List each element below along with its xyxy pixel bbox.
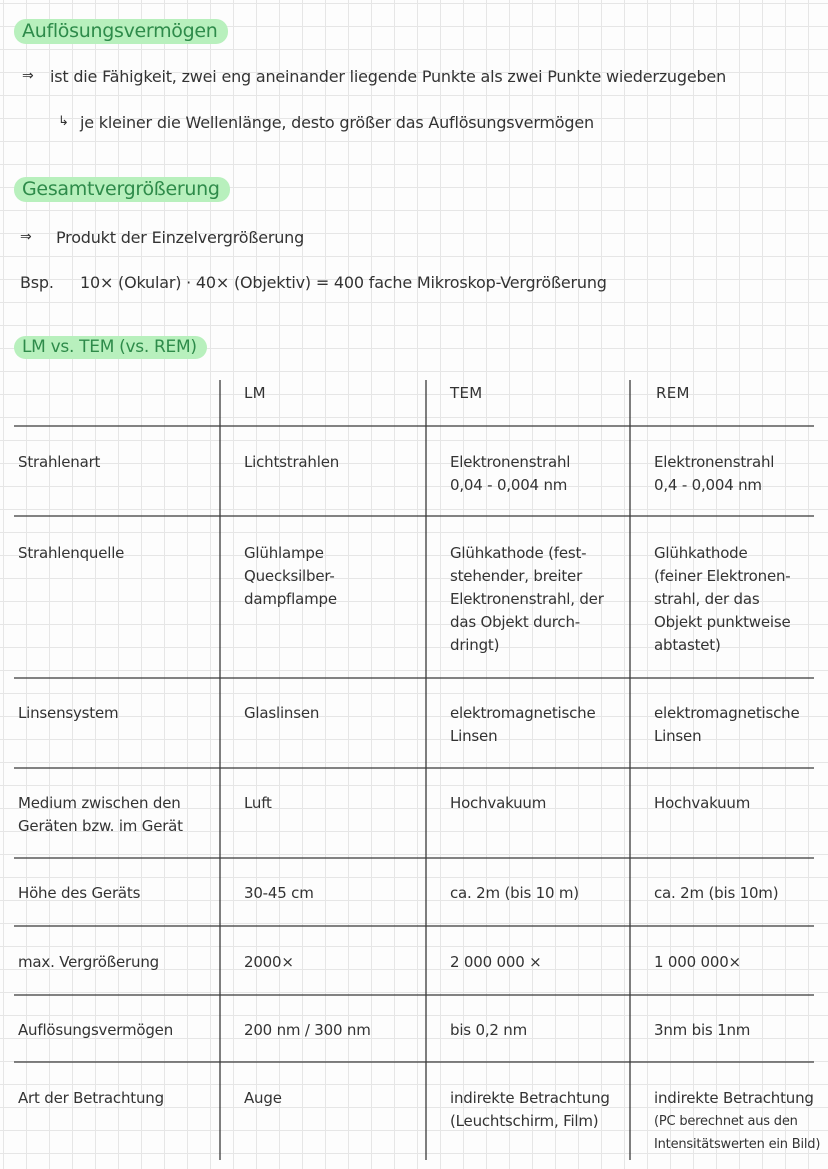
cell-tem: stehender, breiter: [450, 567, 583, 585]
cell-rem: 0,4 - 0,004 nm: [654, 476, 762, 494]
cell-tem: (Leuchtschirm, Film): [450, 1112, 599, 1130]
cell-rem: 3nm bis 1nm: [654, 1021, 751, 1039]
resolution-definition: ist die Fähigkeit, zwei eng aneinander liegende Punkte als zwei Punkte wiederzugeben: [50, 67, 727, 86]
cell-rem: 1 000 000×: [654, 953, 741, 971]
cell-tem: ca. 2m (bis 10 m): [450, 884, 579, 902]
header-tem: TEM: [450, 384, 483, 402]
cell-rem: (PC berechnet aus den: [654, 1114, 798, 1129]
arrow-icon: ⇒: [20, 229, 32, 245]
arrow-icon: ⇒: [22, 68, 34, 84]
example-label: Bsp.: [20, 273, 54, 292]
header-rem: REM: [656, 384, 690, 402]
row-label: Auflösungsvermögen: [18, 1021, 174, 1039]
cell-tem: Linsen: [450, 727, 498, 745]
cell-rem: Linsen: [654, 727, 702, 745]
magnification-definition: Produkt der Einzelvergrößerung: [56, 228, 305, 247]
heading-resolution: Auflösungsvermögen: [14, 19, 228, 44]
cell-rem: Hochvakuum: [654, 794, 751, 812]
cell-lm: Quecksilber-: [244, 567, 335, 585]
cell-lm: 30-45 cm: [244, 884, 314, 902]
cell-rem: Objekt punktweise: [654, 613, 791, 631]
cell-tem: 2 000 000 ×: [450, 953, 542, 971]
cell-rem: (feiner Elektronen-: [654, 567, 791, 585]
cell-tem: Elektronenstrahl, der: [450, 590, 604, 608]
cell-rem: indirekte Betrachtung: [654, 1089, 814, 1107]
cell-rem: Elektronenstrahl: [654, 453, 775, 471]
cell-lm: dampflampe: [244, 590, 337, 608]
heading-comparison: LM vs. TEM (vs. REM): [14, 336, 207, 359]
cell-rem: Intensitätswerten ein Bild): [654, 1137, 821, 1152]
row-label: Strahlenart: [18, 453, 101, 471]
cell-tem: 0,04 - 0,004 nm: [450, 476, 568, 494]
header-lm: LM: [244, 384, 266, 402]
cell-lm: Glaslinsen: [244, 704, 320, 722]
cell-lm: Lichtstrahlen: [244, 453, 340, 471]
cell-lm: 200 nm / 300 nm: [244, 1021, 371, 1039]
hook-arrow-icon: ↳: [58, 114, 69, 129]
row-label: Geräten bzw. im Gerät: [18, 817, 183, 835]
magnification-example: 10× (Okular) · 40× (Objektiv) = 400 fache Mikroskop-Vergrößerung: [80, 273, 607, 292]
cell-lm: 2000×: [244, 953, 294, 971]
cell-rem: abtastet): [654, 636, 721, 654]
cell-tem: Elektronenstrahl: [450, 453, 571, 471]
cell-tem: Hochvakuum: [450, 794, 547, 812]
cell-tem: dringt): [450, 636, 500, 654]
cell-rem: elektromagnetische: [654, 704, 800, 722]
row-label: Art der Betrachtung: [18, 1089, 164, 1107]
row-label: max. Vergrößerung: [18, 953, 159, 971]
row-label: Medium zwischen den: [18, 794, 181, 812]
cell-tem: bis 0,2 nm: [450, 1021, 528, 1039]
row-label: Linsensystem: [18, 704, 119, 722]
heading-magnification: Gesamtvergrößerung: [14, 177, 230, 202]
cell-rem: Glühkathode: [654, 544, 748, 562]
cell-tem: Glühkathode (fest-: [450, 544, 587, 562]
resolution-note: je kleiner die Wellenlänge, desto größer das Auflösungsvermögen: [80, 113, 594, 132]
cell-lm: Glühlampe: [244, 544, 324, 562]
cell-rem: ca. 2m (bis 10m): [654, 884, 779, 902]
cell-rem: strahl, der das: [654, 590, 760, 608]
cell-lm: Luft: [244, 794, 272, 812]
cell-lm: Auge: [244, 1089, 282, 1107]
row-label: Strahlenquelle: [18, 544, 125, 562]
cell-tem: indirekte Betrachtung: [450, 1089, 610, 1107]
cell-tem: elektromagnetische: [450, 704, 596, 722]
row-label: Höhe des Geräts: [18, 884, 141, 902]
cell-tem: das Objekt durch-: [450, 613, 580, 631]
